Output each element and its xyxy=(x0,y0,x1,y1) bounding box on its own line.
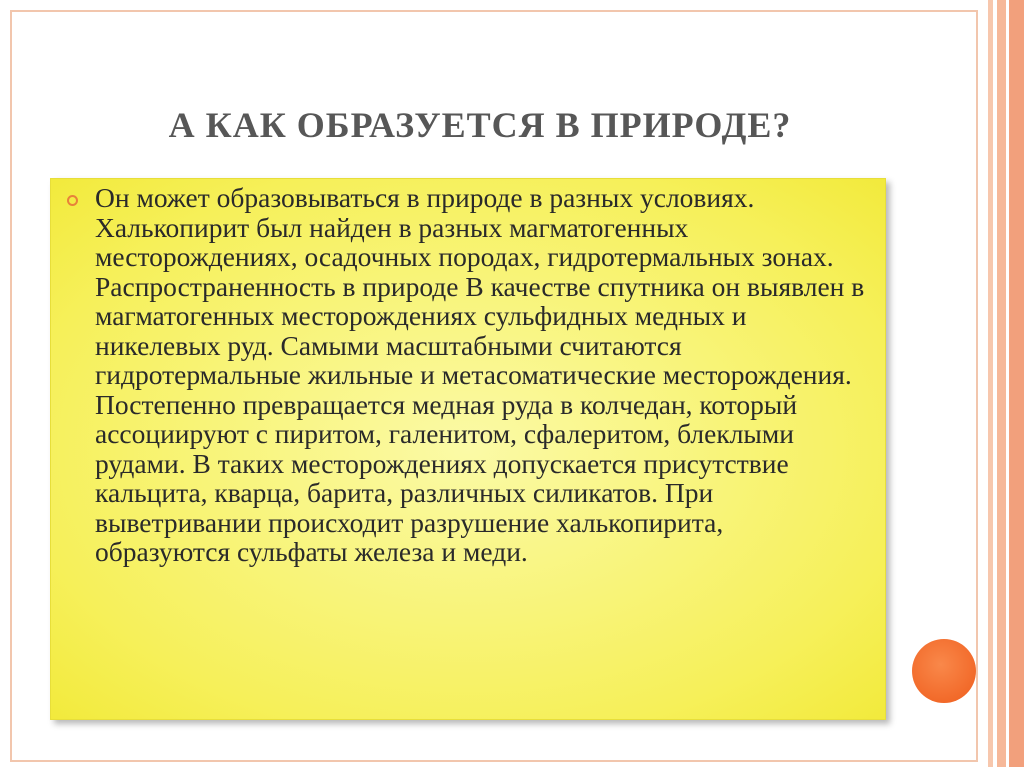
bullet-circle-icon xyxy=(67,195,78,206)
stripe xyxy=(997,0,1006,767)
slide-title: А КАК ОБРАЗУЕТСЯ В ПРИРОДЕ? xyxy=(168,105,792,145)
orange-circle-decoration xyxy=(912,639,976,703)
decorative-stripes xyxy=(988,0,1024,767)
content-textbox xyxy=(50,178,886,720)
stripe xyxy=(1009,0,1024,767)
body-text: Он может образовываться в природе в разных условиях. Халькопирит был найден в разных магматогенных месторождениях, осадочных породах, гидротермальных зонах. Распространенность в природе В качестве спутника он выявлен в магматогенных месторождениях сульфидных медных и никелевых руд. Самыми масштабными считаются гидротермальные жильные и метасоматические месторождения. Постепенно превращается медная руда в колчедан, который ассоциируют с пиритом, галенитом, сфалеритом, блеклыми рудами. В таких месторождениях допускается присутствие кальцита, кварца, барита, различных силикатов. При выветривании происходит разрушение халькопирита, образуются сульфаты железа и меди. xyxy=(95,182,865,567)
